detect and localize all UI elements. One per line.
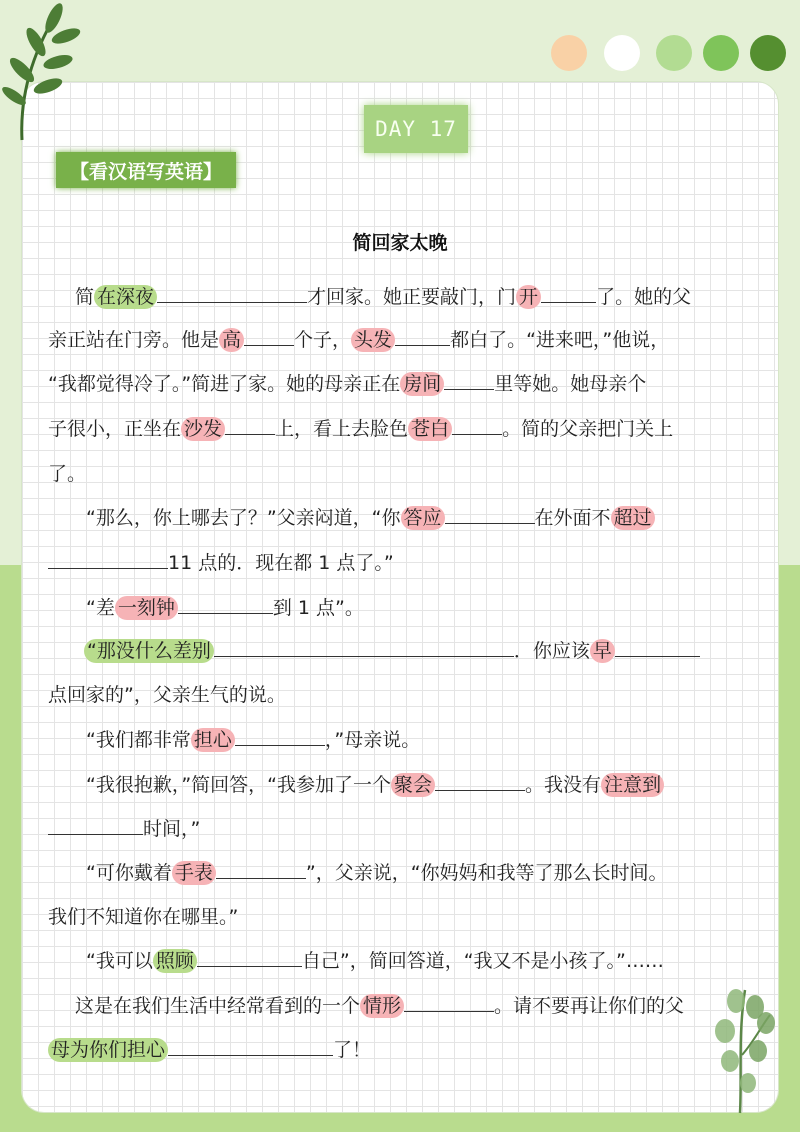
answer-blank <box>541 282 596 303</box>
story-text: 到 1 点”。 <box>272 597 364 619</box>
story-text: 简 <box>75 286 95 308</box>
story-title: 简回家太晚 <box>352 232 448 254</box>
highlighted-phrase: 在深夜 <box>94 285 157 309</box>
story-text: 这是在我们生活中经常看到的一个 <box>75 995 361 1017</box>
story-text: 。请不要再让你们的父 <box>494 995 685 1017</box>
story-text: 点回家的”，父亲生气的说。 <box>48 684 286 706</box>
story-text: “我很抱歉，”简回答，“我参加了一个 <box>86 774 392 796</box>
answer-blank <box>214 636 514 657</box>
answer-blank <box>615 636 700 657</box>
highlighted-term: 一刻钟 <box>115 596 178 620</box>
highlighted-phrase: 照顾 <box>153 949 197 973</box>
story-text: ，”母亲说。 <box>324 729 421 751</box>
story-line <box>48 1035 371 1065</box>
story-line <box>84 636 700 666</box>
highlighted-term: 苍白 <box>408 417 452 441</box>
answer-blank <box>197 946 302 967</box>
highlighted-term: 担心 <box>191 728 235 752</box>
story-text: ．你应该 <box>513 640 590 662</box>
highlighted-phrase: 母为你们担心 <box>48 1038 168 1062</box>
leaf-branch-icon <box>0 0 110 150</box>
story-text: “差 <box>86 597 115 619</box>
story-line <box>48 459 86 489</box>
story-line <box>48 548 394 578</box>
story-line <box>48 414 673 444</box>
answer-blank <box>395 325 450 346</box>
story-text: 了。她的父 <box>596 286 692 308</box>
answer-blank <box>435 770 525 791</box>
story-text: 才回家。她正要敲门，门 <box>307 286 517 308</box>
story-line <box>48 369 646 399</box>
highlighted-term: 房间 <box>400 372 444 396</box>
story-line <box>48 680 286 710</box>
story-line <box>86 770 664 800</box>
deco-dot-4 <box>703 35 739 71</box>
story-text: 自己”，简回答道，“我又不是小孩了。”…… <box>301 950 664 972</box>
answer-blank <box>445 503 535 524</box>
story-line <box>75 282 691 312</box>
answer-blank <box>48 548 168 569</box>
answer-blank <box>48 814 143 835</box>
highlighted-term: 高 <box>219 328 244 352</box>
story-line <box>48 325 669 355</box>
story-line <box>48 814 200 844</box>
answer-blank <box>404 991 494 1012</box>
answer-blank <box>157 282 307 303</box>
story-text: 里等她。她母亲个 <box>494 373 647 395</box>
answer-blank <box>178 593 273 614</box>
story-line <box>86 858 668 888</box>
highlighted-term: 头发 <box>351 328 395 352</box>
story-line <box>48 902 238 932</box>
story-text: “我都觉得冷了。”简进了家。她的母亲正在 <box>48 373 401 395</box>
answer-blank <box>235 725 325 746</box>
story-text: 我们不知道你在哪里。” <box>48 906 239 928</box>
highlighted-term: 答应 <box>401 506 445 530</box>
story-text: 子很小，正坐在 <box>48 418 182 440</box>
story-line <box>86 503 655 533</box>
highlighted-term: 超过 <box>611 506 655 530</box>
answer-blank <box>444 369 494 390</box>
answer-blank <box>244 325 294 346</box>
story-line <box>86 725 420 755</box>
highlighted-term: 开 <box>516 285 541 309</box>
deco-dot-1 <box>551 35 587 71</box>
highlighted-phrase: “那没什么差别 <box>84 639 214 663</box>
answer-blank <box>168 1035 333 1056</box>
deco-dot-2 <box>604 35 640 71</box>
highlighted-term: 手表 <box>172 861 216 885</box>
day-badge: DAY 17 <box>364 105 468 153</box>
answer-blank <box>225 414 275 435</box>
story-text: 。我没有 <box>525 774 602 796</box>
story-text: “我们都非常 <box>86 729 191 751</box>
story-text: 个子， <box>294 329 352 351</box>
story-text: 。简的父亲把门关上 <box>502 418 674 440</box>
plant-icon <box>700 985 790 1115</box>
highlighted-term: 情形 <box>360 994 404 1018</box>
story-text: 都白了。“进来吧，”他说， <box>450 329 670 351</box>
story-line <box>86 593 364 623</box>
story-text: 时间，” <box>143 818 201 840</box>
story-text: 了！ <box>333 1039 372 1061</box>
story-line <box>75 991 684 1021</box>
story-text: “那么，你上哪去了？”父亲闷道，“你 <box>86 507 401 529</box>
story-text: 亲正站在门旁。他是 <box>48 329 220 351</box>
story-text: 11 点的．现在都 1 点了。” <box>168 552 394 574</box>
story-text: 了。 <box>48 463 87 485</box>
answer-blank <box>452 414 502 435</box>
highlighted-term: 聚会 <box>391 773 435 797</box>
deco-dot-3 <box>656 35 692 71</box>
story-text: “可你戴着 <box>86 862 172 884</box>
highlighted-term: 沙发 <box>181 417 225 441</box>
answer-blank <box>216 858 306 879</box>
highlighted-term: 早 <box>590 639 615 663</box>
deco-dot-5 <box>750 35 786 71</box>
story-line <box>86 946 664 976</box>
story-text: 上，看上去脸色 <box>275 418 409 440</box>
story-text: 在外面不 <box>534 507 611 529</box>
story-text: “我可以 <box>86 950 153 972</box>
story-text: ”，父亲说，“你妈妈和我等了那么长时间。 <box>305 862 668 884</box>
section-label: 【看汉语写英语】 <box>56 152 236 188</box>
highlighted-term: 注意到 <box>601 773 664 797</box>
